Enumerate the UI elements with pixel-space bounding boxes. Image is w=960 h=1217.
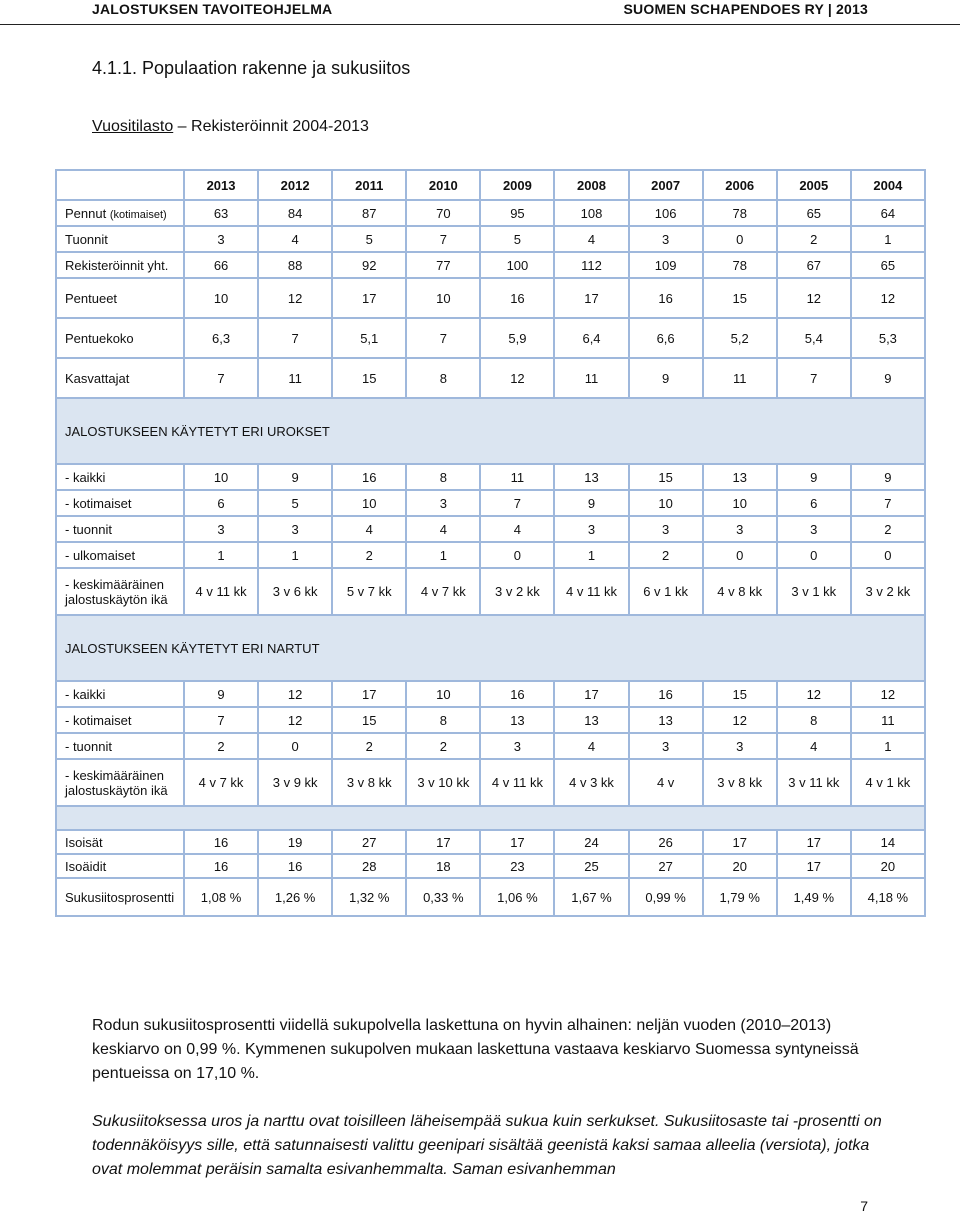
table-cell: 1,06 % <box>480 878 554 916</box>
table-cell: 2 <box>332 733 406 759</box>
table-cell: 70 <box>406 200 480 226</box>
table-cell: 66 <box>184 252 258 278</box>
table-cell: 7 <box>184 707 258 733</box>
table-cell: 15 <box>703 681 777 707</box>
table-cell: 9 <box>777 464 851 490</box>
table-row <box>56 568 925 615</box>
table-cell: 12 <box>258 681 332 707</box>
table-cell: 11 <box>554 358 628 398</box>
table-cell: 84 <box>258 200 332 226</box>
table-cell: 17 <box>777 854 851 878</box>
table-row <box>56 681 925 707</box>
table-cell: 0 <box>777 542 851 568</box>
table-cell: 2 <box>332 542 406 568</box>
table-cell: 13 <box>554 464 628 490</box>
table-cell: 4 v 11 kk <box>184 568 258 615</box>
table-cell: 7 <box>406 318 480 358</box>
table-cell: 17 <box>406 830 480 854</box>
inbreeding-definition-paragraph: Sukusiitoksessa uros ja narttu ovat toisilleen läheisempää sukua kuin serkukset. Sukusiitosaste tai -prosentti on todennäköisyys sille, että satunnaisesti valittu geenipari sisältää geenistä kaksi samaa alleelia (versiota), jotka ovat molemmat peräisin samalta esivanhemmalta. Saman esivanhemman <box>92 1113 882 1178</box>
table-cell: 16 <box>332 464 406 490</box>
table-cell: 17 <box>554 681 628 707</box>
females-section-heading-text: JALOSTUKSEEN KÄYTETYT ERI NARTUT <box>56 615 925 681</box>
table-cell: 108 <box>554 200 628 226</box>
table-row <box>56 490 925 516</box>
year-header: 2004 <box>851 170 925 200</box>
table-cell: 1,08 % <box>184 878 258 916</box>
table-cell: 3 <box>777 516 851 542</box>
table-cell: 3 <box>480 733 554 759</box>
table-cell: 3 <box>406 490 480 516</box>
table-cell: 6 v 1 kk <box>629 568 703 615</box>
table-cell: 9 <box>184 681 258 707</box>
table-cell: 19 <box>258 830 332 854</box>
row-label-text: Rekisteröinnit yht. <box>65 257 169 273</box>
table-cell: 4 v 7 kk <box>406 568 480 615</box>
table-cell: 7 <box>184 358 258 398</box>
table-cell: 64 <box>851 200 925 226</box>
table-cell: 3 <box>703 516 777 542</box>
table-cell: 27 <box>332 830 406 854</box>
table-cell: 7 <box>777 358 851 398</box>
table-cell: 3 v 8 kk <box>703 759 777 806</box>
table-cell: 8 <box>406 464 480 490</box>
table-cell: 12 <box>258 278 332 318</box>
table-row <box>56 516 925 542</box>
table-cell: 6,4 <box>554 318 628 358</box>
table-row <box>56 200 925 226</box>
table-cell: 4 v 8 kk <box>703 568 777 615</box>
table-cell: 7 <box>406 226 480 252</box>
table-row <box>56 854 925 878</box>
table-cell: 10 <box>184 464 258 490</box>
year-header: 2009 <box>480 170 554 200</box>
page-number: 7 <box>860 1198 868 1214</box>
table-cell: 3 <box>629 226 703 252</box>
table-cell: 4 <box>777 733 851 759</box>
males-section-heading-text: JALOSTUKSEEN KÄYTETYT ERI UROKSET <box>56 398 925 464</box>
table-cell: 4 <box>480 516 554 542</box>
table-cell: 1 <box>406 542 480 568</box>
table-cell: 9 <box>258 464 332 490</box>
table-cell: 5 v 7 kk <box>332 568 406 615</box>
table-cell: 24 <box>554 830 628 854</box>
table-cell: 12 <box>777 278 851 318</box>
table-cell: 112 <box>554 252 628 278</box>
row-label-text: Pentuekoko <box>65 330 134 346</box>
table-cell: 1 <box>184 542 258 568</box>
row-label-text: Sukusiitosprosentti <box>65 889 175 905</box>
table-cell: 5,2 <box>703 318 777 358</box>
row-label-text: Pennut <box>65 205 110 221</box>
table-cell: 12 <box>777 681 851 707</box>
table-row <box>56 878 925 916</box>
table-cell: 8 <box>406 358 480 398</box>
table-title <box>92 118 369 136</box>
table-cell: 15 <box>629 464 703 490</box>
table-cell: 23 <box>480 854 554 878</box>
statistics-table <box>55 169 926 917</box>
table-cell: 3 v 2 kk <box>480 568 554 615</box>
table-cell: 88 <box>258 252 332 278</box>
table-cell: 3 v 9 kk <box>258 759 332 806</box>
table-cell: 7 <box>851 490 925 516</box>
table-cell: 2 <box>629 542 703 568</box>
table-cell: 0 <box>703 542 777 568</box>
row-label-text: - kotimaiset <box>65 495 132 511</box>
row-label-text: Kasvattajat <box>65 370 130 386</box>
table-cell: 4 <box>332 516 406 542</box>
table-cell: 106 <box>629 200 703 226</box>
table-cell: 3 <box>258 516 332 542</box>
row-label <box>56 252 184 278</box>
males-section-heading <box>56 398 925 464</box>
table-cell: 5,1 <box>332 318 406 358</box>
table-cell: 0,99 % <box>629 878 703 916</box>
table-cell: 9 <box>851 358 925 398</box>
table-cell: 12 <box>851 278 925 318</box>
table-cell: 10 <box>703 490 777 516</box>
table-cell: 10 <box>629 490 703 516</box>
table-cell: 0,33 % <box>406 878 480 916</box>
table-cell: 3 <box>554 516 628 542</box>
table-cell: 12 <box>851 681 925 707</box>
table-row <box>56 278 925 318</box>
row-label-text: Isoisät <box>65 834 103 850</box>
table-cell: 3 v 11 kk <box>777 759 851 806</box>
table-cell: 5,9 <box>480 318 554 358</box>
table-cell: 13 <box>554 707 628 733</box>
table-cell: 4 <box>406 516 480 542</box>
table-cell: 6 <box>777 490 851 516</box>
table-cell: 17 <box>332 278 406 318</box>
row-label-text: - kaikki <box>65 686 106 702</box>
table-cell: 2 <box>777 226 851 252</box>
row-label <box>56 490 184 516</box>
table-row <box>56 464 925 490</box>
table-cell: 3 v 8 kk <box>332 759 406 806</box>
table-cell: 1,49 % <box>777 878 851 916</box>
table-cell: 10 <box>406 278 480 318</box>
table-cell: 3 <box>184 516 258 542</box>
row-label-text: - ulkomaiset <box>65 547 136 563</box>
corner-cell <box>56 170 184 200</box>
table-row <box>56 830 925 854</box>
row-label-text: - keskimääräinen jalostuskäytön ikä <box>65 576 168 607</box>
row-label-text: - keskimääräinen jalostuskäytön ikä <box>65 767 168 798</box>
table-cell: 95 <box>480 200 554 226</box>
table-cell: 16 <box>184 854 258 878</box>
row-label-text: Isoäidit <box>65 858 107 874</box>
table-cell: 4 v 11 kk <box>554 568 628 615</box>
table-cell: 3 <box>629 516 703 542</box>
table-cell: 67 <box>777 252 851 278</box>
year-header: 2013 <box>184 170 258 200</box>
row-label <box>56 830 184 854</box>
row-label-text: - tuonnit <box>65 521 112 537</box>
table-cell: 5,4 <box>777 318 851 358</box>
table-title-rest: – Rekisteröinnit 2004-2013 <box>173 118 369 135</box>
table-cell: 3 v 1 kk <box>777 568 851 615</box>
table-cell: 4 <box>554 733 628 759</box>
row-label <box>56 854 184 878</box>
table-cell: 1,32 % <box>332 878 406 916</box>
table-cell: 3 <box>184 226 258 252</box>
table-cell: 8 <box>406 707 480 733</box>
row-label-note: (kotimaiset) <box>109 208 167 221</box>
table-row <box>56 318 925 358</box>
year-header: 2006 <box>703 170 777 200</box>
table-row <box>56 358 925 398</box>
table-cell: 17 <box>703 830 777 854</box>
table-row <box>56 759 925 806</box>
table-cell: 13 <box>480 707 554 733</box>
row-label <box>56 278 184 318</box>
table-cell: 87 <box>332 200 406 226</box>
table-row <box>56 252 925 278</box>
header-org-year: SUOMEN SCHAPENDOES RY | 2013 <box>623 1 868 17</box>
table-cell: 4,18 % <box>851 878 925 916</box>
spacer-row <box>56 806 925 830</box>
table-cell: 4 v 3 kk <box>554 759 628 806</box>
year-header: 2005 <box>777 170 851 200</box>
table-cell: 20 <box>703 854 777 878</box>
table-cell: 2 <box>406 733 480 759</box>
table-cell: 1 <box>554 542 628 568</box>
row-label-text: - tuonnit <box>65 738 112 754</box>
year-header: 2007 <box>629 170 703 200</box>
row-label-text: - kotimaiset <box>65 712 132 728</box>
table-cell: 17 <box>332 681 406 707</box>
table-cell: 15 <box>332 707 406 733</box>
table-cell: 6,3 <box>184 318 258 358</box>
table-row <box>56 707 925 733</box>
table-cell: 11 <box>258 358 332 398</box>
table-cell: 10 <box>184 278 258 318</box>
year-header: 2012 <box>258 170 332 200</box>
table-cell: 15 <box>332 358 406 398</box>
table-cell: 17 <box>480 830 554 854</box>
table-cell: 77 <box>406 252 480 278</box>
row-label <box>56 464 184 490</box>
row-label <box>56 200 184 226</box>
table-cell: 4 <box>554 226 628 252</box>
table-cell: 63 <box>184 200 258 226</box>
table-cell: 14 <box>851 830 925 854</box>
table-title-underlined: Vuositilasto <box>92 118 174 135</box>
table-cell: 1,67 % <box>554 878 628 916</box>
row-label-text: Pentueet <box>65 290 118 306</box>
table-cell: 4 v 11 kk <box>480 759 554 806</box>
table-cell: 3 <box>703 733 777 759</box>
table-cell: 16 <box>480 681 554 707</box>
table-cell: 4 v <box>629 759 703 806</box>
table-cell: 17 <box>554 278 628 318</box>
table-cell: 17 <box>777 830 851 854</box>
row-label <box>56 358 184 398</box>
table-cell: 9 <box>851 464 925 490</box>
table-cell: 16 <box>480 278 554 318</box>
table-cell: 26 <box>629 830 703 854</box>
row-label <box>56 318 184 358</box>
table-cell: 65 <box>777 200 851 226</box>
table-cell: 1 <box>851 226 925 252</box>
table-cell: 10 <box>332 490 406 516</box>
table-cell: 2 <box>184 733 258 759</box>
table-cell: 1 <box>258 542 332 568</box>
females-section-heading <box>56 615 925 681</box>
table-cell: 11 <box>851 707 925 733</box>
table-cell: 15 <box>703 278 777 318</box>
table-cell: 5 <box>258 490 332 516</box>
row-label <box>56 681 184 707</box>
table-cell: 16 <box>629 278 703 318</box>
row-label <box>56 516 184 542</box>
table-cell: 16 <box>258 854 332 878</box>
table-cell: 18 <box>406 854 480 878</box>
table-cell: 13 <box>629 707 703 733</box>
row-label <box>56 733 184 759</box>
table-cell: 0 <box>703 226 777 252</box>
row-label-text: Tuonnit <box>65 231 108 247</box>
table-cell: 78 <box>703 200 777 226</box>
row-label <box>56 226 184 252</box>
table-cell: 1,79 % <box>703 878 777 916</box>
section-title: 4.1.1. Populaation rakenne ja sukusiitos <box>92 58 411 78</box>
header-doc-title: JALOSTUKSEN TAVOITEOHJELMA <box>92 1 333 17</box>
year-header-row <box>56 170 925 200</box>
table-cell: 9 <box>629 358 703 398</box>
table-cell: 11 <box>480 464 554 490</box>
table-cell: 8 <box>777 707 851 733</box>
table-cell: 1,26 % <box>258 878 332 916</box>
table-cell: 16 <box>184 830 258 854</box>
year-header: 2011 <box>332 170 406 200</box>
table-cell: 13 <box>703 464 777 490</box>
row-label-text: - kaikki <box>65 469 106 485</box>
table-cell: 92 <box>332 252 406 278</box>
row-label <box>56 878 184 916</box>
table-cell: 78 <box>703 252 777 278</box>
table-cell: 65 <box>851 252 925 278</box>
table-cell: 0 <box>480 542 554 568</box>
table-cell: 109 <box>629 252 703 278</box>
table-cell: 100 <box>480 252 554 278</box>
table-cell: 6,6 <box>629 318 703 358</box>
table-cell: 2 <box>851 516 925 542</box>
table-cell: 3 v 10 kk <box>406 759 480 806</box>
table-cell: 4 v 1 kk <box>851 759 925 806</box>
inbreeding-paragraph: Rodun sukusiitosprosentti viidellä sukupolvella laskettuna on hyvin alhainen: neljän vuoden (2010–2013) keskiarvo on 0,99 %. Kymmenen sukupolven mukaan laskettuna vastaava keskiarvo Suomessa syntyneissä pentueissa on 17,10 %. <box>92 1017 859 1082</box>
table-cell: 16 <box>629 681 703 707</box>
table-cell: 1 <box>851 733 925 759</box>
table-cell: 5,3 <box>851 318 925 358</box>
table-cell: 27 <box>629 854 703 878</box>
table-cell: 25 <box>554 854 628 878</box>
table-cell: 12 <box>480 358 554 398</box>
spacer-cell <box>56 806 925 830</box>
row-label <box>56 759 184 806</box>
table-cell: 28 <box>332 854 406 878</box>
table-cell: 7 <box>258 318 332 358</box>
table-cell: 9 <box>554 490 628 516</box>
table-cell: 6 <box>184 490 258 516</box>
table-cell: 4 <box>258 226 332 252</box>
table-row <box>56 542 925 568</box>
table-cell: 0 <box>258 733 332 759</box>
table-cell: 11 <box>703 358 777 398</box>
table-cell: 20 <box>851 854 925 878</box>
table-cell: 3 v 6 kk <box>258 568 332 615</box>
row-label <box>56 542 184 568</box>
table-cell: 3 <box>629 733 703 759</box>
table-row <box>56 226 925 252</box>
table-cell: 4 v 7 kk <box>184 759 258 806</box>
table-row <box>56 733 925 759</box>
table-cell: 5 <box>480 226 554 252</box>
year-header: 2010 <box>406 170 480 200</box>
table-cell: 10 <box>406 681 480 707</box>
page-header <box>0 0 960 25</box>
table-cell: 5 <box>332 226 406 252</box>
table-cell: 7 <box>480 490 554 516</box>
year-header: 2008 <box>554 170 628 200</box>
row-label <box>56 568 184 615</box>
table-cell: 3 v 2 kk <box>851 568 925 615</box>
table-cell: 12 <box>258 707 332 733</box>
row-label <box>56 707 184 733</box>
table-cell: 12 <box>703 707 777 733</box>
table-cell: 0 <box>851 542 925 568</box>
